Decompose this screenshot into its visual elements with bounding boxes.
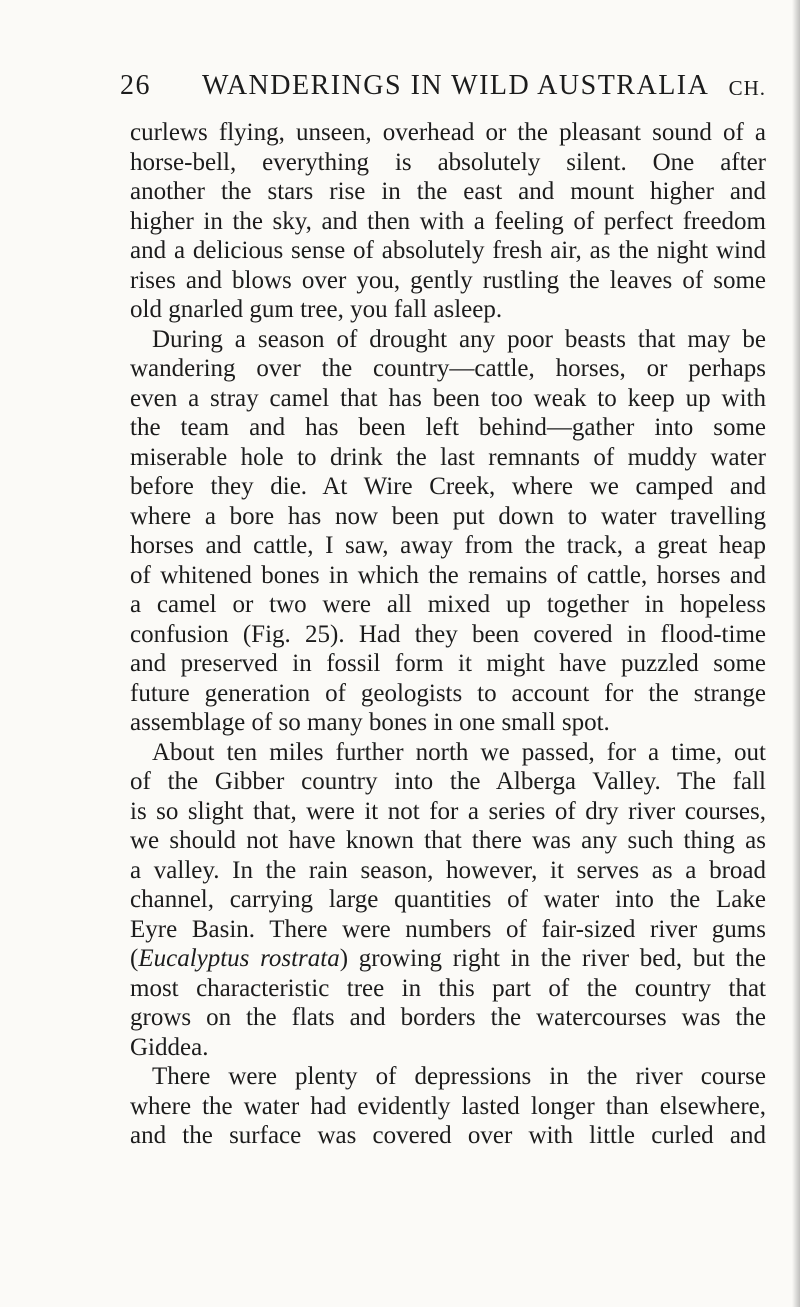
page-number: 26 — [120, 70, 151, 101]
chapter-abbreviation: CH. — [728, 76, 766, 100]
text-line: Eyre Basin. There were numbers of fair-sized river gums — [130, 915, 766, 943]
text-line: before they die. At Wire Creek, where we camped and — [130, 473, 766, 500]
text-line: old gnarled gum tree, you fall asleep. — [130, 296, 503, 323]
text-line: confusion (Fig. 25). Had they been covered in flood-time — [130, 620, 766, 648]
text-line: where the water had evidently lasted longer than elsewhere, — [130, 1092, 766, 1120]
running-title: WANDERINGS IN WILD AUSTRALIA — [202, 70, 710, 101]
text-line: another the stars rise in the east and mount higher and — [130, 178, 766, 205]
text-line: a valley. In the rain season, however, it serves as a broad — [130, 856, 766, 884]
text-line: most characteristic tree in this part of the country that — [130, 974, 766, 1002]
text-line: During a season of drought any poor beasts that may be — [152, 325, 766, 353]
text-line: grows on the flats and borders the watercourses was the — [130, 1004, 766, 1031]
text-line: future generation of geologists to account for the strange — [130, 679, 766, 707]
text-line: and the surface was covered over with little curled and — [130, 1122, 766, 1149]
text-line: wandering over the country—cattle, horses, or perhaps — [130, 355, 766, 382]
body-text — [130, 118, 766, 1151]
text-line: a camel or two were all mixed up together in hopeless — [130, 591, 766, 618]
text-line: About ten miles further north we passed, for a time, out — [152, 738, 766, 766]
text-line: higher in the sky, and then with a feeling of perfect freedom — [130, 207, 766, 235]
text-line: horses and cattle, I saw, away from the track, a great heap — [130, 532, 766, 559]
text-line: the team and has been left behind—gather into some — [130, 414, 766, 441]
text-line: of whitened bones in which the remains of cattle, horses and — [130, 561, 766, 589]
text-line: curlews flying, unseen, overhead or the pleasant sound of a — [130, 119, 766, 146]
text-line: is so slight that, were it not for a series of dry river courses, — [130, 797, 766, 825]
text-line: Giddea. — [130, 1033, 209, 1061]
text-line: and a delicious sense of absolutely fresh air, as the night wind — [130, 237, 766, 264]
text-line: assemblage of so many bones in one small spot. — [130, 709, 610, 736]
text-line: channel, carrying large quantities of water into the Lake — [130, 886, 766, 913]
text-line: we should not have known that there was any such thing as — [130, 827, 766, 854]
text-line: and preserved in fossil form it might have puzzled some — [130, 650, 766, 677]
botanical-name: Eucalyptus rostrata — [138, 945, 340, 972]
text-line: rises and blows over you, gently rustling the leaves of some — [130, 266, 766, 294]
text-line: (Eucalyptus rostrata) growing right in the river bed, but the — [130, 945, 766, 972]
text-line: There were plenty of depressions in the river course — [152, 1063, 766, 1090]
text-line: miserable hole to drink the last remnants of muddy water — [130, 443, 766, 471]
text-line: where a bore has now been put down to water travelling — [130, 502, 766, 530]
text-line: of the Gibber country into the Alberga Valley. The fall — [130, 768, 766, 795]
running-header — [120, 60, 766, 104]
text-line: even a stray camel that has been too weak to keep up with — [130, 384, 766, 412]
page-edge-shadow — [792, 0, 800, 1307]
text-line: horse-bell, everything is absolutely silent. One after — [130, 148, 766, 176]
